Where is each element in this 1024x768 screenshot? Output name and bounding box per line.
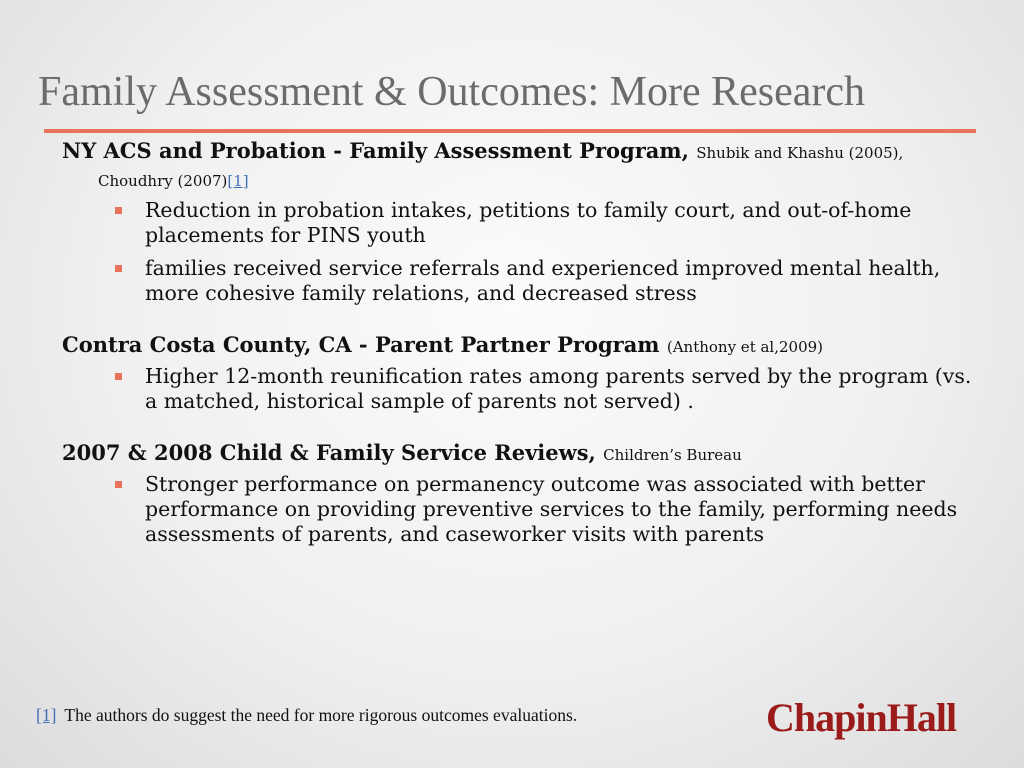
list-item	[145, 472, 977, 547]
chapin-hall-logo: ChapinHall	[766, 695, 957, 740]
square-bullet-icon	[115, 265, 122, 272]
footnote-text: The authors do suggest the need for more rigorous outcomes evaluations.	[64, 705, 578, 725]
section-heading-text: NY ACS and Probation - Family Assessment Program,	[62, 138, 689, 163]
square-bullet-icon	[115, 373, 122, 380]
bullet-list	[62, 198, 977, 306]
list-item-text: families received service referrals and experienced improved mental health, more cohesive family relations, and decreased stress	[145, 256, 941, 305]
section-contra-costa	[62, 332, 977, 414]
section-heading-text: Contra Costa County, CA - Parent Partner Program	[62, 332, 660, 357]
section-cfsr	[62, 440, 977, 547]
bullet-list	[62, 472, 977, 547]
section-citation: Shubik and Khashu (2005), Choudhry (2007)	[98, 144, 904, 190]
section-ny-acs	[62, 138, 977, 306]
slide-title: Family Assessment & Outcomes: More Research	[38, 69, 866, 115]
footnote-ref-link[interactable]: [1]	[227, 172, 249, 190]
list-item	[145, 364, 977, 414]
square-bullet-icon	[115, 207, 122, 214]
section-citation: Children’s Bureau	[603, 446, 742, 464]
footnote	[36, 705, 577, 726]
slide-content	[62, 138, 977, 573]
list-item	[145, 198, 977, 248]
title-divider	[44, 129, 976, 133]
bullet-list	[62, 364, 977, 414]
section-heading-text: 2007 & 2008 Child & Family Service Reviews,	[62, 440, 596, 465]
list-item-text: Reduction in probation intakes, petitions to family court, and out-of-home placements for PINS youth	[145, 198, 912, 247]
list-item	[145, 256, 977, 306]
section-heading	[62, 440, 977, 468]
section-citation: (Anthony et al,2009)	[666, 338, 824, 356]
footnote-marker-link[interactable]: [1]	[36, 705, 57, 725]
square-bullet-icon	[115, 481, 122, 488]
list-item-text: Higher 12-month reunification rates among parents served by the program (vs. a matched, historical sample of parents not served) .	[145, 364, 972, 413]
section-heading	[62, 332, 977, 360]
section-heading	[62, 138, 977, 194]
list-item-text: Stronger performance on permanency outcome was associated with better performance on providing preventive services to the family, performing needs assessments of parents, and caseworker visits with parents	[145, 472, 958, 546]
